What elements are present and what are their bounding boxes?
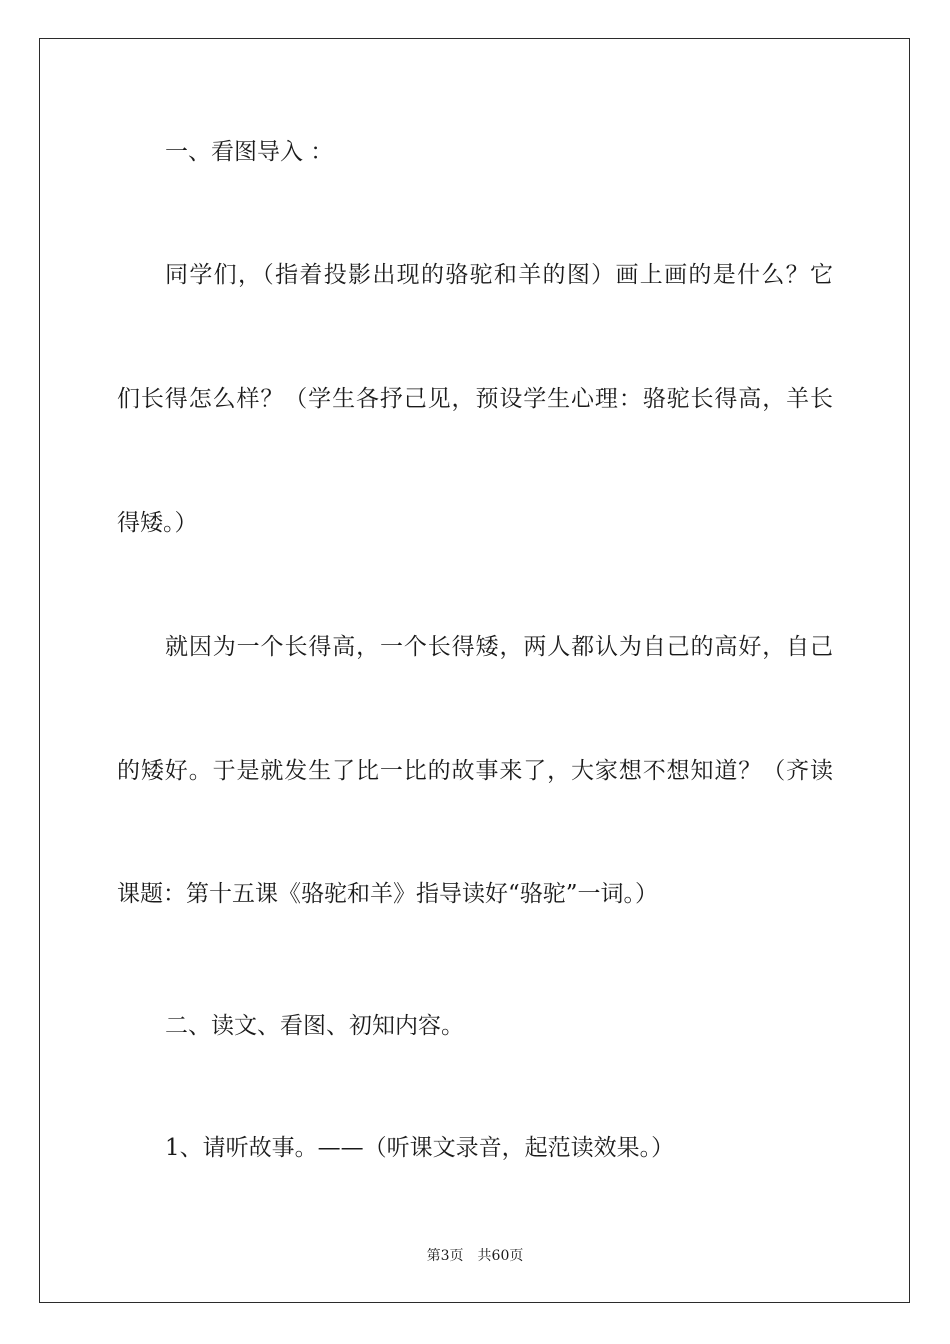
- paragraph-line: 课题：第十五课《骆驼和羊》指导读好“骆驼”一词。）: [117, 881, 659, 907]
- paragraph-line: 就因为一个长得高，一个长得矮，两人都认为自己的高好，自己: [165, 634, 833, 660]
- paragraph-line: 得矮。）: [117, 510, 198, 536]
- section-heading-2: 二、读文、看图、初知内容。: [165, 1013, 464, 1039]
- list-item: 1、请听故事。——（听课文录音，起范读效果。）: [165, 1135, 675, 1161]
- section-heading-1: 一、看图导入 ：: [165, 139, 334, 165]
- paragraph-line: 同学们，（指着投影出现的骆驼和羊的图）画上画的是什么？它: [165, 262, 833, 288]
- page-number-footer: 第3页 共60页: [426, 1248, 524, 1264]
- page-border: [39, 38, 910, 1303]
- paragraph-line: 们长得怎么样？（学生各抒己见，预设学生心理：骆驼长得高，羊长: [117, 386, 833, 412]
- paragraph-line: 的矮好。于是就发生了比一比的故事来了，大家想不想知道？（齐读: [117, 758, 833, 784]
